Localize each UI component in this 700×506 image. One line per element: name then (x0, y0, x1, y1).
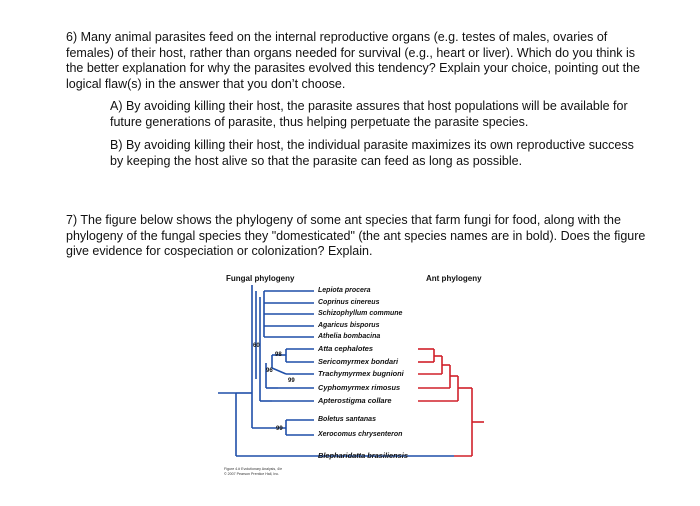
ant-tree (418, 349, 484, 456)
species-label: Athelia bombacina (318, 333, 381, 340)
figure-credit (224, 467, 282, 477)
figure-credit-line-2: © 2007 Pearson Prentice Hall, Inc. (224, 472, 280, 476)
phylogeny-figure (196, 268, 516, 483)
ant-species-label: Blepharidatta brasiliensis (318, 451, 408, 460)
species-label: Lepiota procera (318, 287, 371, 294)
ant-species-label: Atta cephalotes (318, 344, 374, 353)
figure-credit-line-1: Figure 4.# Evolutionary Analysis, 4/e (224, 467, 283, 471)
species-label: Coprinus cinereus (318, 299, 380, 306)
question-6-option-b: B) By avoiding killing their host, the individual parasite maximizes its own reproductive success by keeping the host alive so that the parasite can feed as long as possible. (110, 138, 634, 168)
species-label: Agaricus bisporus (318, 322, 380, 329)
bootstrap-value: 96 (266, 368, 273, 374)
bootstrap-value: 99 (288, 378, 295, 384)
question-6-text: 6) Many animal parasites feed on the internal reproductive organs (e.g. testes of males, ovaries of females) of their host, rather than organs needed for survival (e.g., heart or liver). Which do you think is the better explanation for why the parasites evolved this tendency? Explain your choice, pointing out the logical flaw(s) in the answer that you don’t choose. (66, 30, 640, 91)
bootstrap-value: 99 (276, 426, 283, 432)
species-label: Schizophyllum commune (318, 310, 403, 317)
fungal-phylogeny-header: Fungal phylogeny (226, 274, 295, 283)
question-7-text: 7) The figure below shows the phylogeny of some ant species that farm fungi for food, along with the phylogeny of the fungal species they "domesticated" (the ant species names are in bold). Does the figure give evidence for cospeciation or colonization? Explain. (66, 213, 646, 258)
bootstrap-value: 60 (253, 343, 260, 349)
bootstrap-value: 98 (275, 352, 282, 358)
species-label: Xerocomus chrysenteron (318, 431, 403, 438)
ant-species-label: Trachymyrmex bugnioni (318, 369, 404, 378)
ant-species-label: Cyphomyrmex rimosus (318, 383, 401, 392)
ant-phylogeny-header: Ant phylogeny (426, 274, 482, 283)
question-6-option-a: A) By avoiding killing their host, the parasite assures that host populations will be available for future generations of parasite, thus helping perpetuate the parasite species. (110, 99, 628, 129)
species-label: Boletus santanas (318, 416, 376, 423)
ant-species-label: Apterostigma collare (318, 396, 392, 405)
ant-species-label: Sericomyrmex bondari (318, 357, 399, 366)
